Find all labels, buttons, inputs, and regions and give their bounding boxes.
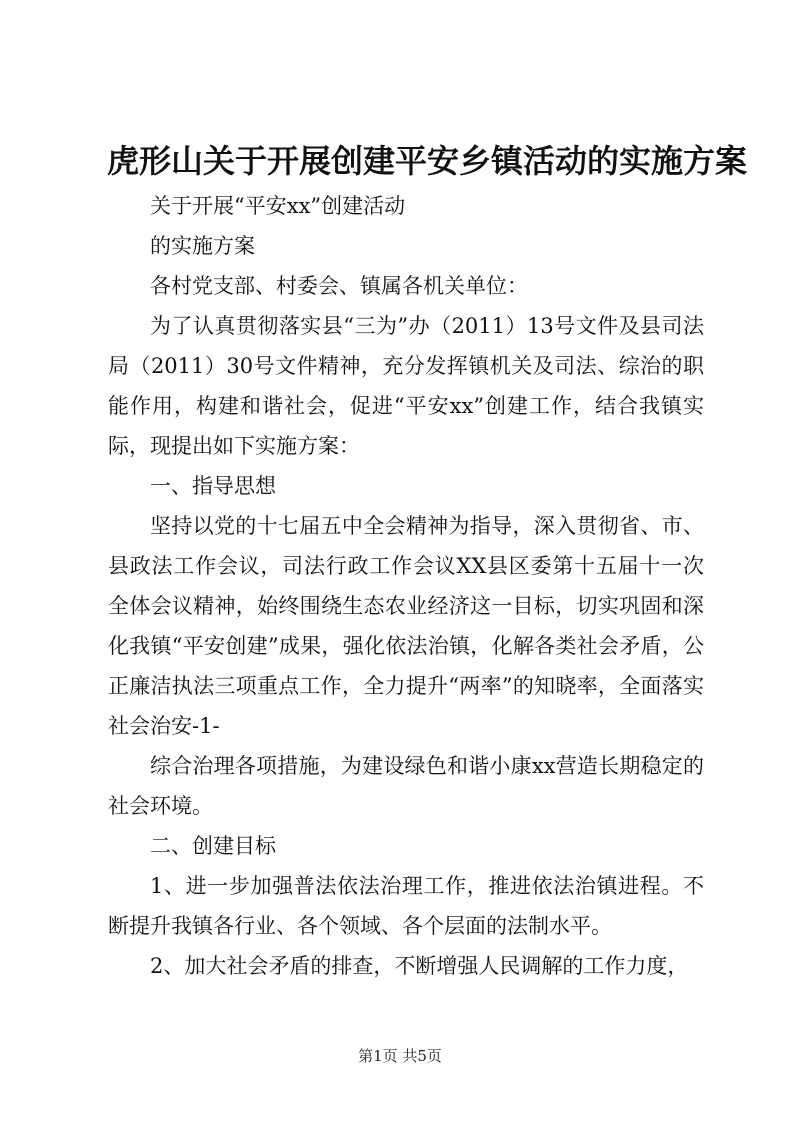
document-body (108, 186, 704, 986)
document-title: 虎形山关于开展创建平安乡镇活动的实施方案 (107, 142, 748, 180)
section-heading-goals: 二、创建目标 (150, 834, 276, 858)
paragraph-addressee: 各村党支部、村委会、镇属各机关单位： (150, 274, 528, 298)
page-number-footer: 第1页 共5页 (358, 1047, 442, 1065)
paragraph-introduction: 为了认真贯彻落实县“三为”办（2011）13号文件及县司法局（2011）30号文件精神，充分发挥镇机关及司法、综治的职能作用，构建和谐社会，促进“平安xx”创建工作，结合我镇实际，现提出如下实施方案： (108, 314, 704, 458)
paragraph-guiding-ideology: 坚持以党的十七届五中全会精神为指导，深入贯彻省、市、县政法工作会议，司法行政工作会议XX县区委第十五届十一次全体会议精神，始终围绕生态农业经济这一目标，切实巩固和深化我镇“平安创建”成果，强化依法治镇，化解各类社会矛盾，公正廉洁执法三项重点工作，全力提升“两率”的知晓率，全面落实社会治安-1- (108, 514, 704, 738)
paragraph-guiding-ideology-continued: 综合治理各项措施，为建设绿色和谐小康xx营造长期稳定的社会环境。 (108, 754, 704, 818)
paragraph-goal-1: 1、进一步加强普法依法治理工作，推进依法治镇进程。不断提升我镇各行业、各个领域、各个层面的法制水平。 (108, 874, 704, 938)
paragraph-subtitle-line-2: 的实施方案 (150, 234, 255, 258)
paragraph-goal-2: 2、加大社会矛盾的排查，不断增强人民调解的工作力度， (150, 954, 689, 978)
paragraph-subtitle-line-1: 关于开展“平安xx”创建活动 (150, 194, 406, 218)
section-heading-guiding-ideology: 一、指导思想 (150, 474, 276, 498)
